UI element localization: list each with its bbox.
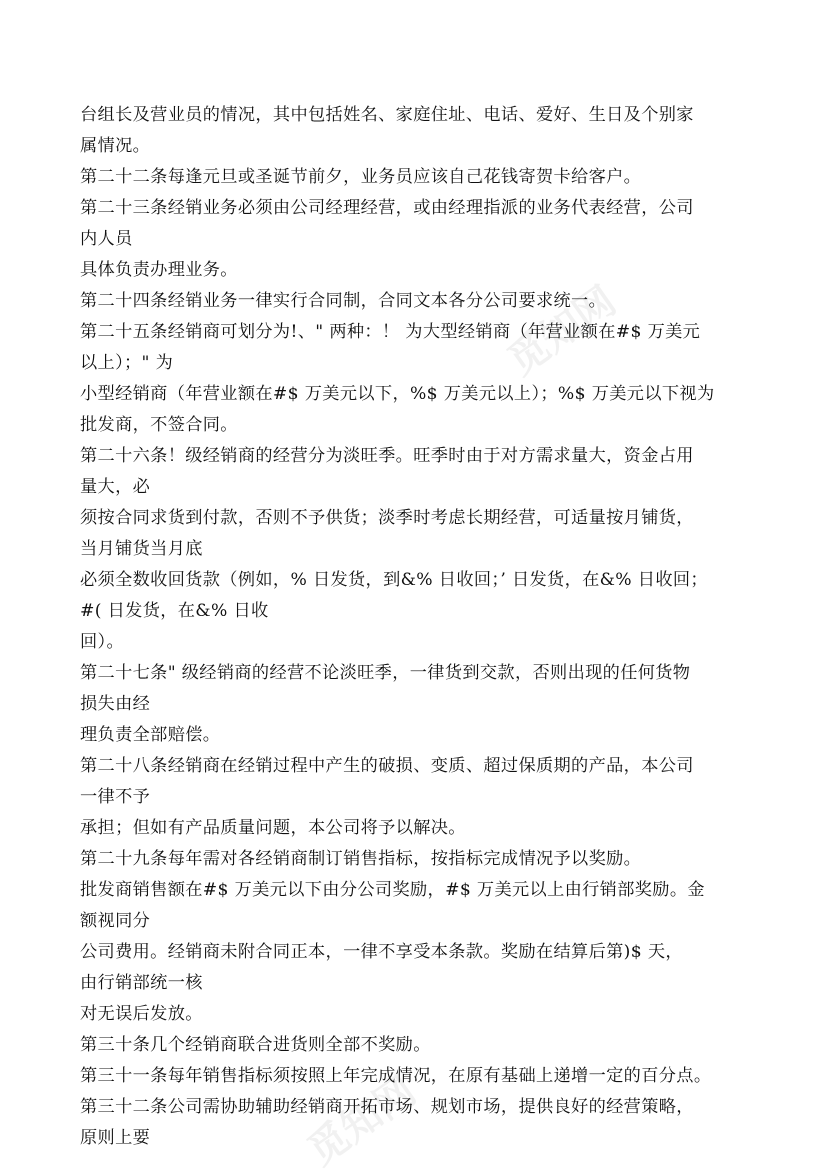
doc-line: 台组长及营业员的情况，其中包括姓名、家庭住址、电话、爱好、生日及个别家 — [80, 105, 694, 125]
doc-line: 内人员 — [80, 229, 133, 249]
doc-line: 对无误后发放。 — [80, 1004, 203, 1024]
doc-line: 当月铺货当月底 — [80, 539, 203, 559]
watermark-logo-2: 觅知网 — [299, 1068, 425, 1175]
doc-line: 批发商销售额在#$ 万美元以下由分公司奖励，#$ 万美元以上由行销部奖励。金 — [80, 880, 705, 900]
doc-line: 第二十九条每年需对各经销商制订销售指标，按指标完成情况予以奖励。 — [80, 849, 642, 869]
doc-line: 一律不予 — [80, 787, 151, 807]
doc-line: 回）。 — [80, 632, 125, 652]
doc-line: 第三十一条每年销售指标须按照上年完成情况，在原有基础上递增一定的百分点。 — [80, 1066, 712, 1086]
doc-line: 必须全数收回货款（例如，% 日发货，到&% 日收回；’ 日发货，在&% 日收回； — [80, 570, 708, 590]
doc-line: 小型经销商（年营业额在#$ 万美元以下，%$ 万美元以上）；%$ 万美元以下视为 — [80, 384, 715, 404]
doc-line: 第三十二条公司需协助辅助经销商开拓市场、规划市场，提供良好的经营策略， — [80, 1097, 694, 1117]
doc-line: 第二十四条经销业务一律实行合同制，合同文本各分公司要求统一。 — [80, 291, 607, 311]
doc-line: 由行销部统一核 — [80, 973, 203, 993]
doc-line: 承担；但如有产品质量问题，本公司将予以解决。 — [80, 818, 466, 838]
doc-line: 第三十条几个经销商联合进货则全部不奖励。 — [80, 1035, 431, 1055]
doc-line: 第二十六条！级经销商的经营分为淡旺季。旺季时由于对方需求量大，资金占用 — [80, 446, 694, 466]
doc-line: 理负责全部赔偿。 — [80, 725, 221, 745]
doc-line: 属情况。 — [80, 136, 151, 156]
doc-line: 原则上要 — [80, 1128, 151, 1148]
watermark-logo-1: 觅知网 — [499, 278, 625, 385]
doc-line: #( 日发货，在&% 日收 — [80, 601, 269, 621]
doc-line: 批发商，不签合同。 — [80, 415, 238, 435]
doc-line: 具体负责办理业务。 — [80, 260, 238, 280]
document-body — [80, 100, 770, 1154]
doc-line: 公司费用。经销商未附合同正本，一律不享受本条款。奖励在结算后第)$ 天， — [80, 942, 683, 962]
doc-line: 额视同分 — [80, 911, 151, 931]
doc-line: 第二十三条经销业务必须由公司经理经营，或由经理指派的业务代表经营，公司 — [80, 198, 694, 218]
doc-line: 损失由经 — [80, 694, 151, 714]
doc-line: 以上）；" 为 — [80, 353, 174, 373]
doc-line: 第二十七条" 级经销商的经营不论淡旺季，一律货到交款，否则出现的任何货物 — [80, 663, 691, 683]
doc-line: 须按合同求货到付款，否则不予供货；淡季时考虑长期经营，可适量按月铺货， — [80, 508, 694, 528]
doc-line: 第二十二条每逢元旦或圣诞节前夕，业务员应该自己花钱寄贺卡给客户。 — [80, 167, 642, 187]
doc-line: 第二十八条经销商在经销过程中产生的破损、变质、超过保质期的产品，本公司 — [80, 756, 694, 776]
doc-line: 量大，必 — [80, 477, 151, 497]
doc-line: 第二十五条经销商可划分为!、" 两种：！ 为大型经销商（年营业额在#$ 万美元 — [80, 322, 701, 342]
